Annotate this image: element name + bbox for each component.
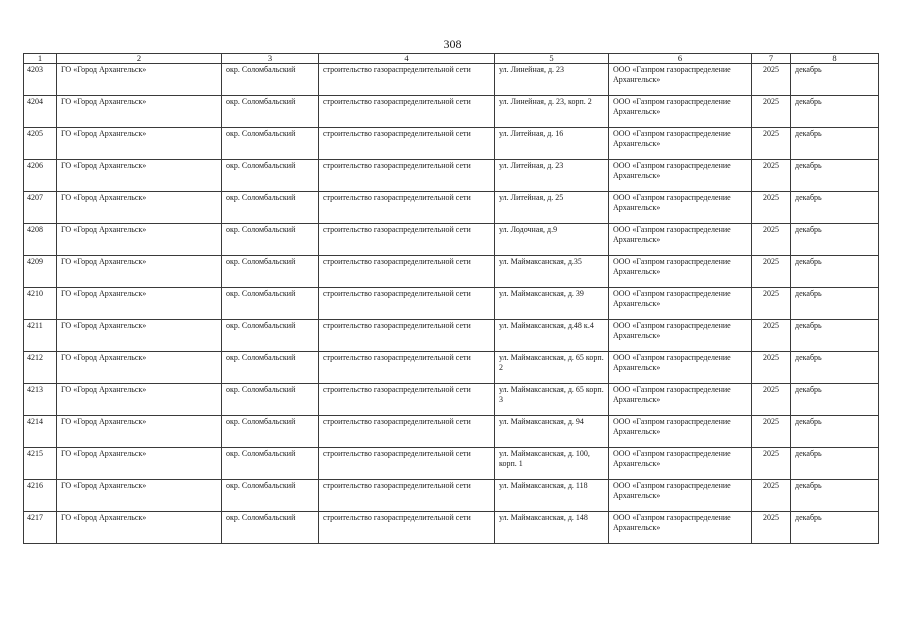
municipality-cell: ГО «Город Архангельск» — [57, 384, 222, 416]
row-number: 4216 — [24, 480, 57, 512]
month-cell: декабрь — [791, 480, 879, 512]
column-header: 7 — [752, 54, 791, 64]
municipality-cell: ГО «Город Архангельск» — [57, 288, 222, 320]
operator-cell: ООО «Газпром газораспределение Архангельск» — [609, 320, 752, 352]
year-cell: 2025 — [752, 128, 791, 160]
municipality-cell: ГО «Город Архангельск» — [57, 480, 222, 512]
work-type-cell: строительство газораспределительной сети — [319, 96, 495, 128]
address-cell: ул. Маймаксанская, д. 100, корп. 1 — [495, 448, 609, 480]
operator-cell: ООО «Газпром газораспределение Архангельск» — [609, 192, 752, 224]
operator-cell: ООО «Газпром газораспределение Архангельск» — [609, 416, 752, 448]
year-cell: 2025 — [752, 192, 791, 224]
row-number: 4204 — [24, 96, 57, 128]
table-row — [24, 352, 879, 384]
operator-cell: ООО «Газпром газораспределение Архангельск» — [609, 64, 752, 96]
district-cell: окр. Соломбальский — [222, 448, 319, 480]
work-type-cell: строительство газораспределительной сети — [319, 64, 495, 96]
row-number: 4215 — [24, 448, 57, 480]
year-cell: 2025 — [752, 512, 791, 544]
work-type-cell: строительство газораспределительной сети — [319, 192, 495, 224]
column-header: 2 — [57, 54, 222, 64]
work-type-cell: строительство газораспределительной сети — [319, 512, 495, 544]
address-cell: ул. Литейная, д. 16 — [495, 128, 609, 160]
month-cell: декабрь — [791, 224, 879, 256]
operator-cell: ООО «Газпром газораспределение Архангельск» — [609, 288, 752, 320]
district-cell: окр. Соломбальский — [222, 384, 319, 416]
operator-cell: ООО «Газпром газораспределение Архангельск» — [609, 352, 752, 384]
address-cell: ул. Литейная, д. 23 — [495, 160, 609, 192]
column-header: 5 — [495, 54, 609, 64]
address-cell: ул. Линейная, д. 23, корп. 2 — [495, 96, 609, 128]
address-cell: ул. Маймаксанская, д. 65 корп. 3 — [495, 384, 609, 416]
year-cell: 2025 — [752, 160, 791, 192]
operator-cell: ООО «Газпром газораспределение Архангельск» — [609, 448, 752, 480]
table-row — [24, 512, 879, 544]
month-cell: декабрь — [791, 352, 879, 384]
municipality-cell: ГО «Город Архангельск» — [57, 320, 222, 352]
address-cell: ул. Литейная, д. 25 — [495, 192, 609, 224]
row-number: 4208 — [24, 224, 57, 256]
operator-cell: ООО «Газпром газораспределение Архангельск» — [609, 128, 752, 160]
operator-cell: ООО «Газпром газораспределение Архангельск» — [609, 384, 752, 416]
district-cell: окр. Соломбальский — [222, 288, 319, 320]
district-cell: окр. Соломбальский — [222, 320, 319, 352]
year-cell: 2025 — [752, 224, 791, 256]
district-cell: окр. Соломбальский — [222, 224, 319, 256]
address-cell: ул. Маймаксанская, д. 65 корп. 2 — [495, 352, 609, 384]
operator-cell: ООО «Газпром газораспределение Архангельск» — [609, 512, 752, 544]
year-cell: 2025 — [752, 352, 791, 384]
district-cell: окр. Соломбальский — [222, 480, 319, 512]
operator-cell: ООО «Газпром газораспределение Архангельск» — [609, 160, 752, 192]
month-cell: декабрь — [791, 320, 879, 352]
year-cell: 2025 — [752, 320, 791, 352]
table-row — [24, 160, 879, 192]
table-row — [24, 224, 879, 256]
row-number: 4212 — [24, 352, 57, 384]
month-cell: декабрь — [791, 512, 879, 544]
district-cell: окр. Соломбальский — [222, 512, 319, 544]
municipality-cell: ГО «Город Архангельск» — [57, 416, 222, 448]
operator-cell: ООО «Газпром газораспределение Архангельск» — [609, 224, 752, 256]
row-number: 4211 — [24, 320, 57, 352]
column-header: 1 — [24, 54, 57, 64]
column-header: 8 — [791, 54, 879, 64]
work-type-cell: строительство газораспределительной сети — [319, 448, 495, 480]
table-body — [24, 64, 879, 544]
address-cell: ул. Лодочная, д.9 — [495, 224, 609, 256]
table-header — [24, 54, 879, 64]
page-number: 308 — [443, 37, 462, 51]
table-row — [24, 128, 879, 160]
table-row — [24, 320, 879, 352]
row-number: 4205 — [24, 128, 57, 160]
month-cell: декабрь — [791, 96, 879, 128]
municipality-cell: ГО «Город Архангельск» — [57, 160, 222, 192]
district-cell: окр. Соломбальский — [222, 64, 319, 96]
month-cell: декабрь — [791, 192, 879, 224]
district-cell: окр. Соломбальский — [222, 96, 319, 128]
month-cell: декабрь — [791, 64, 879, 96]
year-cell: 2025 — [752, 64, 791, 96]
row-number: 4206 — [24, 160, 57, 192]
operator-cell: ООО «Газпром газораспределение Архангельск» — [609, 480, 752, 512]
municipality-cell: ГО «Город Архангельск» — [57, 224, 222, 256]
column-header: 3 — [222, 54, 319, 64]
table-row — [24, 64, 879, 96]
work-type-cell: строительство газораспределительной сети — [319, 320, 495, 352]
district-cell: окр. Соломбальский — [222, 416, 319, 448]
table-row — [24, 256, 879, 288]
municipality-cell: ГО «Город Архангельск» — [57, 352, 222, 384]
address-cell: ул. Маймаксанская, д. 39 — [495, 288, 609, 320]
table-row — [24, 288, 879, 320]
year-cell: 2025 — [752, 96, 791, 128]
table-row — [24, 416, 879, 448]
operator-cell: ООО «Газпром газораспределение Архангельск» — [609, 256, 752, 288]
work-type-cell: строительство газораспределительной сети — [319, 288, 495, 320]
registry-table — [23, 53, 879, 544]
municipality-cell: ГО «Город Архангельск» — [57, 192, 222, 224]
district-cell: окр. Соломбальский — [222, 128, 319, 160]
work-type-cell: строительство газораспределительной сети — [319, 480, 495, 512]
year-cell: 2025 — [752, 384, 791, 416]
row-number: 4203 — [24, 64, 57, 96]
district-cell: окр. Соломбальский — [222, 352, 319, 384]
address-cell: ул. Маймаксанская, д. 94 — [495, 416, 609, 448]
month-cell: декабрь — [791, 448, 879, 480]
work-type-cell: строительство газораспределительной сети — [319, 384, 495, 416]
table-row — [24, 384, 879, 416]
year-cell: 2025 — [752, 448, 791, 480]
year-cell: 2025 — [752, 256, 791, 288]
row-number: 4207 — [24, 192, 57, 224]
row-number: 4213 — [24, 384, 57, 416]
municipality-cell: ГО «Город Архангельск» — [57, 448, 222, 480]
table-row — [24, 448, 879, 480]
municipality-cell: ГО «Город Архангельск» — [57, 512, 222, 544]
year-cell: 2025 — [752, 416, 791, 448]
table-row — [24, 480, 879, 512]
municipality-cell: ГО «Город Архангельск» — [57, 256, 222, 288]
address-cell: ул. Маймаксанская, д. 148 — [495, 512, 609, 544]
address-cell: ул. Маймаксанская, д.48 к.4 — [495, 320, 609, 352]
month-cell: декабрь — [791, 128, 879, 160]
column-header: 4 — [319, 54, 495, 64]
work-type-cell: строительство газораспределительной сети — [319, 128, 495, 160]
work-type-cell: строительство газораспределительной сети — [319, 224, 495, 256]
month-cell: декабрь — [791, 416, 879, 448]
address-cell: ул. Линейная, д. 23 — [495, 64, 609, 96]
month-cell: декабрь — [791, 384, 879, 416]
row-number: 4209 — [24, 256, 57, 288]
work-type-cell: строительство газораспределительной сети — [319, 352, 495, 384]
row-number: 4217 — [24, 512, 57, 544]
header-row — [24, 54, 879, 64]
municipality-cell: ГО «Город Архангельск» — [57, 64, 222, 96]
year-cell: 2025 — [752, 288, 791, 320]
municipality-cell: ГО «Город Архангельск» — [57, 128, 222, 160]
work-type-cell: строительство газораспределительной сети — [319, 256, 495, 288]
district-cell: окр. Соломбальский — [222, 192, 319, 224]
municipality-cell: ГО «Город Архангельск» — [57, 96, 222, 128]
row-number: 4210 — [24, 288, 57, 320]
operator-cell: ООО «Газпром газораспределение Архангельск» — [609, 96, 752, 128]
address-cell: ул. Маймаксанская, д.35 — [495, 256, 609, 288]
work-type-cell: строительство газораспределительной сети — [319, 416, 495, 448]
work-type-cell: строительство газораспределительной сети — [319, 160, 495, 192]
column-header: 6 — [609, 54, 752, 64]
year-cell: 2025 — [752, 480, 791, 512]
table-row — [24, 192, 879, 224]
address-cell: ул. Маймаксанская, д. 118 — [495, 480, 609, 512]
row-number: 4214 — [24, 416, 57, 448]
table-row — [24, 96, 879, 128]
month-cell: декабрь — [791, 288, 879, 320]
district-cell: окр. Соломбальский — [222, 256, 319, 288]
district-cell: окр. Соломбальский — [222, 160, 319, 192]
month-cell: декабрь — [791, 160, 879, 192]
month-cell: декабрь — [791, 256, 879, 288]
